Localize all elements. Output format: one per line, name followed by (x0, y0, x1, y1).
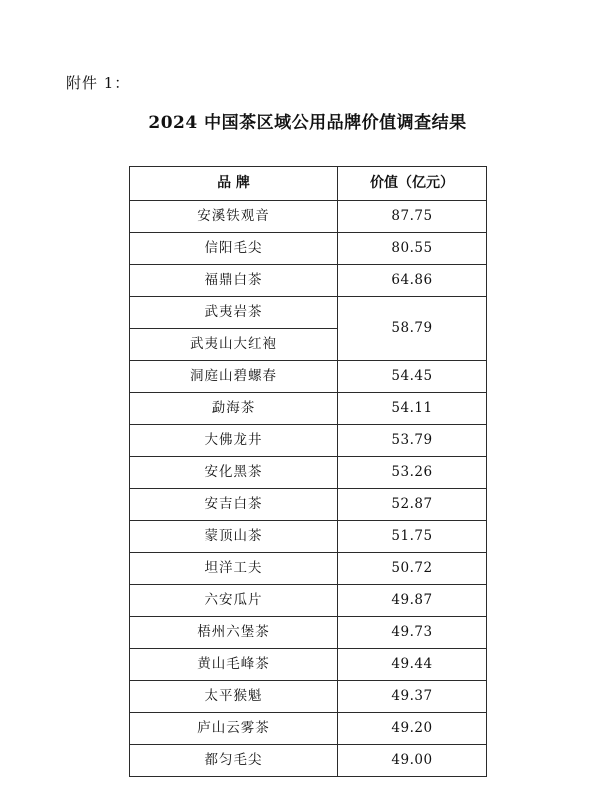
cell-brand: 黄山毛峰茶 (130, 649, 338, 681)
cell-brand: 安吉白茶 (130, 489, 338, 521)
table-row (130, 201, 487, 233)
page-title: 2024 中国茶区域公用品牌价值调查结果 (148, 113, 467, 133)
cell-brand: 洞庭山碧螺春 (130, 361, 338, 393)
cell-value: 54.11 (338, 393, 487, 425)
cell-value: 54.45 (338, 361, 487, 393)
cell-brand: 勐海茶 (130, 393, 338, 425)
cell-value: 49.20 (338, 713, 487, 745)
table-row (130, 425, 487, 457)
table-row (130, 489, 487, 521)
cell-value: 64.86 (338, 265, 487, 297)
cell-brand: 梧州六堡茶 (130, 617, 338, 649)
table-header-row (130, 167, 487, 201)
cell-brand: 武夷岩茶 (130, 297, 338, 329)
brand-value-table (129, 166, 487, 777)
cell-value: 53.79 (338, 425, 487, 457)
table-row (130, 361, 487, 393)
cell-brand: 六安瓜片 (130, 585, 338, 617)
cell-brand: 坦洋工夫 (130, 553, 338, 585)
brand-value-table-container (129, 166, 486, 777)
cell-value: 52.87 (338, 489, 487, 521)
attachment-label: 附件 1： (66, 74, 131, 92)
table-row (130, 521, 487, 553)
cell-brand: 安化黑茶 (130, 457, 338, 489)
table-row (130, 265, 487, 297)
cell-value: 49.44 (338, 649, 487, 681)
cell-brand: 庐山云雾茶 (130, 713, 338, 745)
table-row (130, 681, 487, 713)
cell-brand: 信阳毛尖 (130, 233, 338, 265)
table-row (130, 393, 487, 425)
table-body (130, 201, 487, 777)
cell-value: 53.26 (338, 457, 487, 489)
cell-value: 58.79 (338, 297, 487, 361)
cell-brand: 福鼎白茶 (130, 265, 338, 297)
table-row (130, 713, 487, 745)
table-row (130, 649, 487, 681)
cell-value: 51.75 (338, 521, 487, 553)
cell-brand: 大佛龙井 (130, 425, 338, 457)
cell-brand: 武夷山大红袍 (130, 329, 338, 361)
table-row (130, 585, 487, 617)
cell-value: 49.73 (338, 617, 487, 649)
table-row (130, 457, 487, 489)
column-header-value: 价值（亿元） (338, 167, 487, 201)
table-row (130, 553, 487, 585)
cell-brand: 太平猴魁 (130, 681, 338, 713)
table-row (130, 617, 487, 649)
cell-value: 49.00 (338, 745, 487, 777)
cell-value: 50.72 (338, 553, 487, 585)
cell-value: 49.87 (338, 585, 487, 617)
table-row (130, 233, 487, 265)
cell-value: 80.55 (338, 233, 487, 265)
cell-brand: 安溪铁观音 (130, 201, 338, 233)
cell-brand: 都匀毛尖 (130, 745, 338, 777)
column-header-brand: 品 牌 (130, 167, 338, 201)
table-row (130, 745, 487, 777)
table-row (130, 297, 487, 329)
cell-brand: 蒙顶山茶 (130, 521, 338, 553)
cell-value: 49.37 (338, 681, 487, 713)
cell-value: 87.75 (338, 201, 487, 233)
